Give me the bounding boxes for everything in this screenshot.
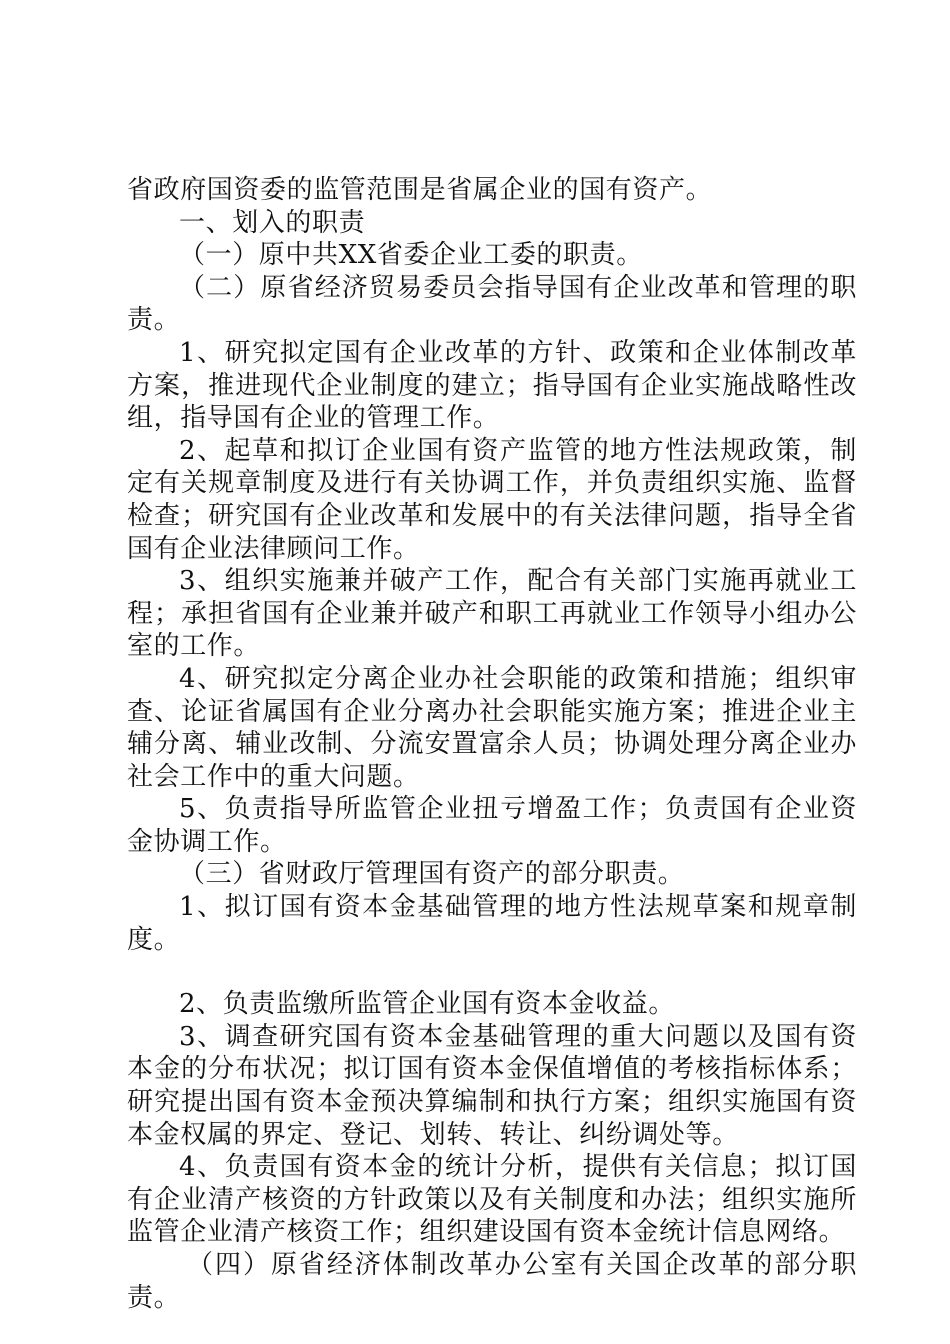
paragraph-point-2-5: 5、负责指导所监管企业扭亏增盈工作；负责国有企业资金协调工作。 (127, 794, 857, 857)
paragraph-point-2-4: 4、研究拟定分离企业办社会职能的政策和措施；组织审查、论证省属国有企业分离办社会职能实施方案；推进企业主辅分离、辅业改制、分流安置富余人员；协调处理分离企业办社会工作中的重大问题。 (127, 663, 857, 792)
subheading-item-two: （二）原省经济贸易委员会指导国有企业改革和管理的职责。 (127, 272, 857, 336)
subheading-item-four: （四）原省经济体制改革办公室有关国企改革的部分职责。 (127, 1250, 857, 1313)
paragraph-scope: 省政府国资委的监管范围是省属企业的国有资产。 (127, 175, 713, 205)
document-body (127, 174, 857, 1314)
paragraph-point-3-2: 2、负责监缴所监管企业国有资本金收益。 (179, 989, 675, 1020)
subheading-item-one: （一）原中共XX省委企业工委的职责。 (179, 240, 643, 271)
paragraph-point-2-1: 1、研究拟定国有企业改革的方针、政策和企业体制改革方案，推进现代企业制度的建立；指导国有企业实施战略性改组，指导国有企业的管理工作。 (127, 337, 857, 434)
paragraph-point-3-1: 1、拟订国有资本金基础管理的地方性法规草案和规章制度。 (127, 892, 857, 955)
paragraph-point-2-3: 3、组织实施兼并破产工作，配合有关部门实施再就业工程；承担省国有企业兼并破产和职工再就业工作领导小组办公室的工作。 (127, 566, 857, 662)
heading-section-one: 一、划入的职责 (179, 207, 366, 238)
subheading-item-three: （三）省财政厅管理国有资产的部分职责。 (179, 859, 685, 890)
paragraph-point-3-4: 4、负责国有资本金的统计分析，提供有关信息；拟订国有企业清产核资的方针政策以及有关制度和办法；组织实施所监管企业清产核资工作；组织建设国有资本金统计信息网络。 (127, 1152, 857, 1248)
paragraph-point-2-2: 2、起草和拟订企业国有资产监管的地方性法规政策，制定有关规章制度及进行有关协调工作，并负责组织实施、监督检查；研究国有企业改革和发展中的有关法律问题，指导全省国有企业法律顾问工作。 (127, 435, 857, 564)
paragraph-point-3-3: 3、调查研究国有资本金基础管理的重大问题以及国有资本金的分布状况；拟订国有资本金保值增值的考核指标体系；研究提出国有资本金预决算编制和执行方案；组织实施国有资本金权属的界定、登记、划转、转让、纠纷调处等。 (127, 1021, 857, 1150)
